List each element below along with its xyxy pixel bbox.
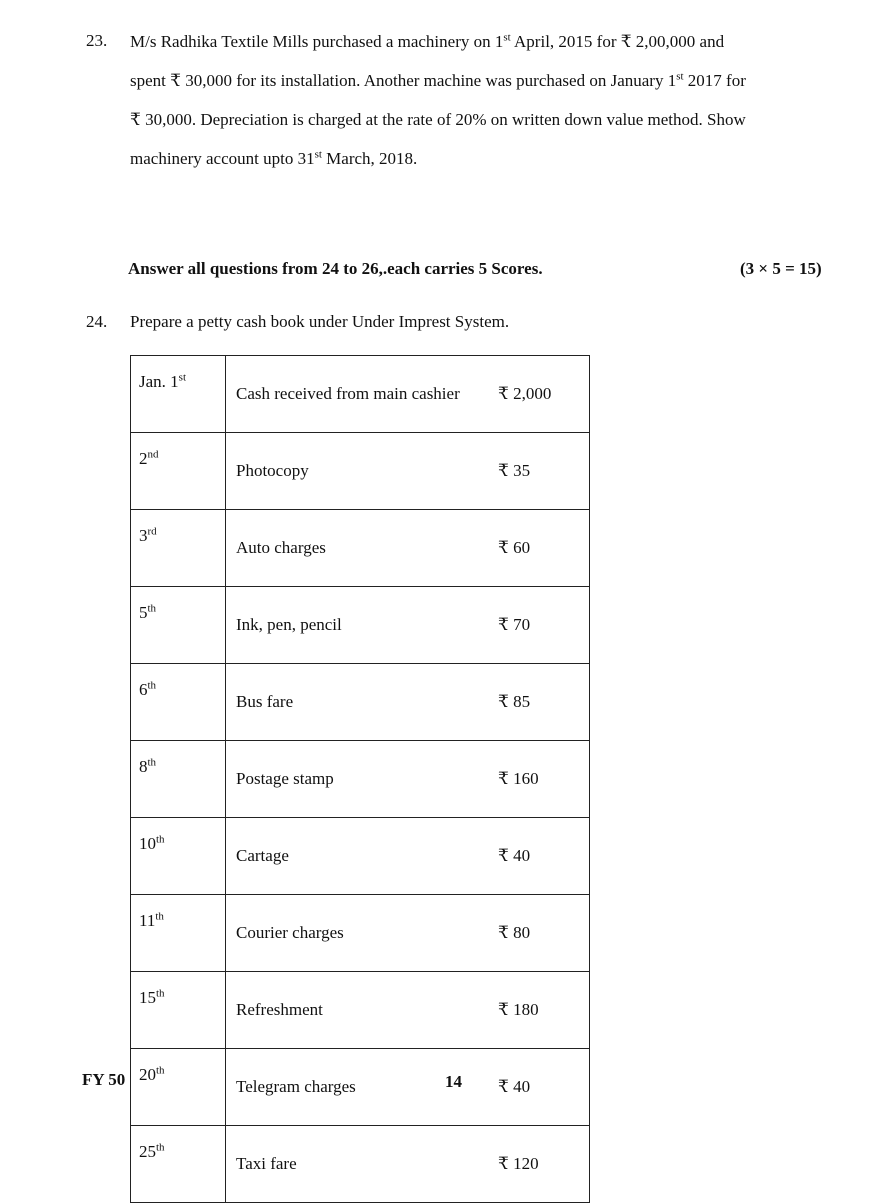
transaction-description: Ink, pen, pencil (236, 615, 342, 634)
table-row (131, 895, 590, 972)
transaction-cell (226, 741, 590, 818)
date-suffix: th (156, 833, 165, 846)
transaction-description: Refreshment (236, 1000, 323, 1019)
transaction-amount: ₹ 120 (498, 1154, 539, 1173)
date-cell (131, 741, 226, 818)
date-cell (131, 587, 226, 664)
date-day: 11 (139, 911, 156, 930)
transaction-cell (226, 433, 590, 510)
transaction-amount: ₹ 40 (498, 846, 531, 865)
transaction-description: Cash received from main cashier (236, 384, 460, 403)
date-cell (131, 895, 226, 972)
date-suffix: rd (147, 525, 157, 538)
table-row (131, 587, 590, 664)
transaction-amount: ₹ 160 (498, 769, 539, 788)
transaction-cell (226, 1049, 590, 1126)
date-cell (131, 510, 226, 587)
table-row (131, 1126, 590, 1203)
question-23-line: spent ₹ 30,000 for its installation. Another machine was purchased on January 1st 2017 for (130, 70, 746, 90)
date-day: 6 (139, 680, 148, 699)
date-suffix: nd (147, 448, 159, 461)
table-row (131, 1049, 590, 1126)
transaction-description: Taxi fare (236, 1154, 297, 1173)
transaction-cell (226, 587, 590, 664)
transaction-amount: ₹ 35 (498, 461, 531, 480)
date-day: 15 (139, 988, 156, 1007)
table-row (131, 741, 590, 818)
date-day: Jan. 1 (139, 372, 179, 391)
transaction-cell (226, 818, 590, 895)
table-row (131, 664, 590, 741)
transaction-amount: ₹ 70 (498, 615, 531, 634)
transaction-cell (226, 972, 590, 1049)
date-suffix: th (147, 602, 157, 615)
transaction-description: Telegram charges (236, 1077, 356, 1096)
page-number: 14 (445, 1072, 462, 1091)
date-suffix: th (147, 756, 157, 769)
date-cell (131, 1126, 226, 1203)
date-suffix: th (155, 910, 164, 923)
transaction-amount: ₹ 60 (498, 538, 531, 557)
question-23-text (130, 22, 835, 178)
date-cell (131, 356, 226, 433)
date-day: 2 (139, 449, 148, 468)
table-row (131, 356, 590, 433)
date-cell (131, 664, 226, 741)
date-day: 8 (139, 757, 148, 776)
date-day: 20 (139, 1065, 156, 1084)
transaction-cell (226, 664, 590, 741)
date-suffix: th (156, 1141, 165, 1154)
question-24-text: Prepare a petty cash book under Under Imprest System. (130, 312, 510, 331)
transaction-description: Cartage (236, 846, 289, 865)
transaction-amount: ₹ 80 (498, 923, 531, 942)
date-day: 10 (139, 834, 156, 853)
date-day: 3 (139, 526, 148, 545)
date-suffix: st (178, 371, 187, 384)
paper-code: FY 50 (82, 1070, 126, 1089)
transaction-description: Auto charges (236, 538, 326, 557)
date-suffix: th (156, 987, 165, 1000)
transaction-amount: ₹ 85 (498, 692, 531, 711)
petty-cash-table (130, 355, 590, 1203)
date-cell (131, 818, 226, 895)
section-scores: (3 × 5 = 15) (740, 259, 822, 278)
transaction-amount: ₹ 180 (498, 1000, 539, 1019)
question-23-line: M/s Radhika Textile Mills purchased a machinery on 1st April, 2015 for ₹ 2,00,000 and (130, 31, 725, 51)
question-23-number: 23. (86, 31, 108, 50)
transaction-description: Bus fare (236, 692, 294, 711)
date-day: 25 (139, 1142, 156, 1161)
question-24-number: 24. (86, 312, 108, 331)
table-row (131, 510, 590, 587)
transaction-description: Photocopy (236, 461, 309, 480)
question-23-line: ₹ 30,000. Depreciation is charged at the rate of 20% on written down value method. Show (130, 110, 746, 129)
date-cell (131, 1049, 226, 1126)
transaction-description: Courier charges (236, 923, 344, 942)
date-day: 5 (139, 603, 148, 622)
transaction-cell (226, 1126, 590, 1203)
table-row (131, 818, 590, 895)
transaction-cell (226, 356, 590, 433)
section-instruction: Answer all questions from 24 to 26,.each carries 5 Scores. (128, 259, 543, 278)
transaction-amount: ₹ 40 (498, 1077, 531, 1096)
transaction-description: Postage stamp (236, 769, 334, 788)
date-cell (131, 972, 226, 1049)
transaction-cell (226, 510, 590, 587)
transaction-amount: ₹ 2,000 (498, 384, 552, 403)
date-suffix: th (147, 679, 157, 692)
table-row (131, 972, 590, 1049)
table-row (131, 433, 590, 510)
date-cell (131, 433, 226, 510)
question-23-line: machinery account upto 31st March, 2018. (130, 148, 418, 168)
date-suffix: th (156, 1064, 165, 1077)
transaction-cell (226, 895, 590, 972)
